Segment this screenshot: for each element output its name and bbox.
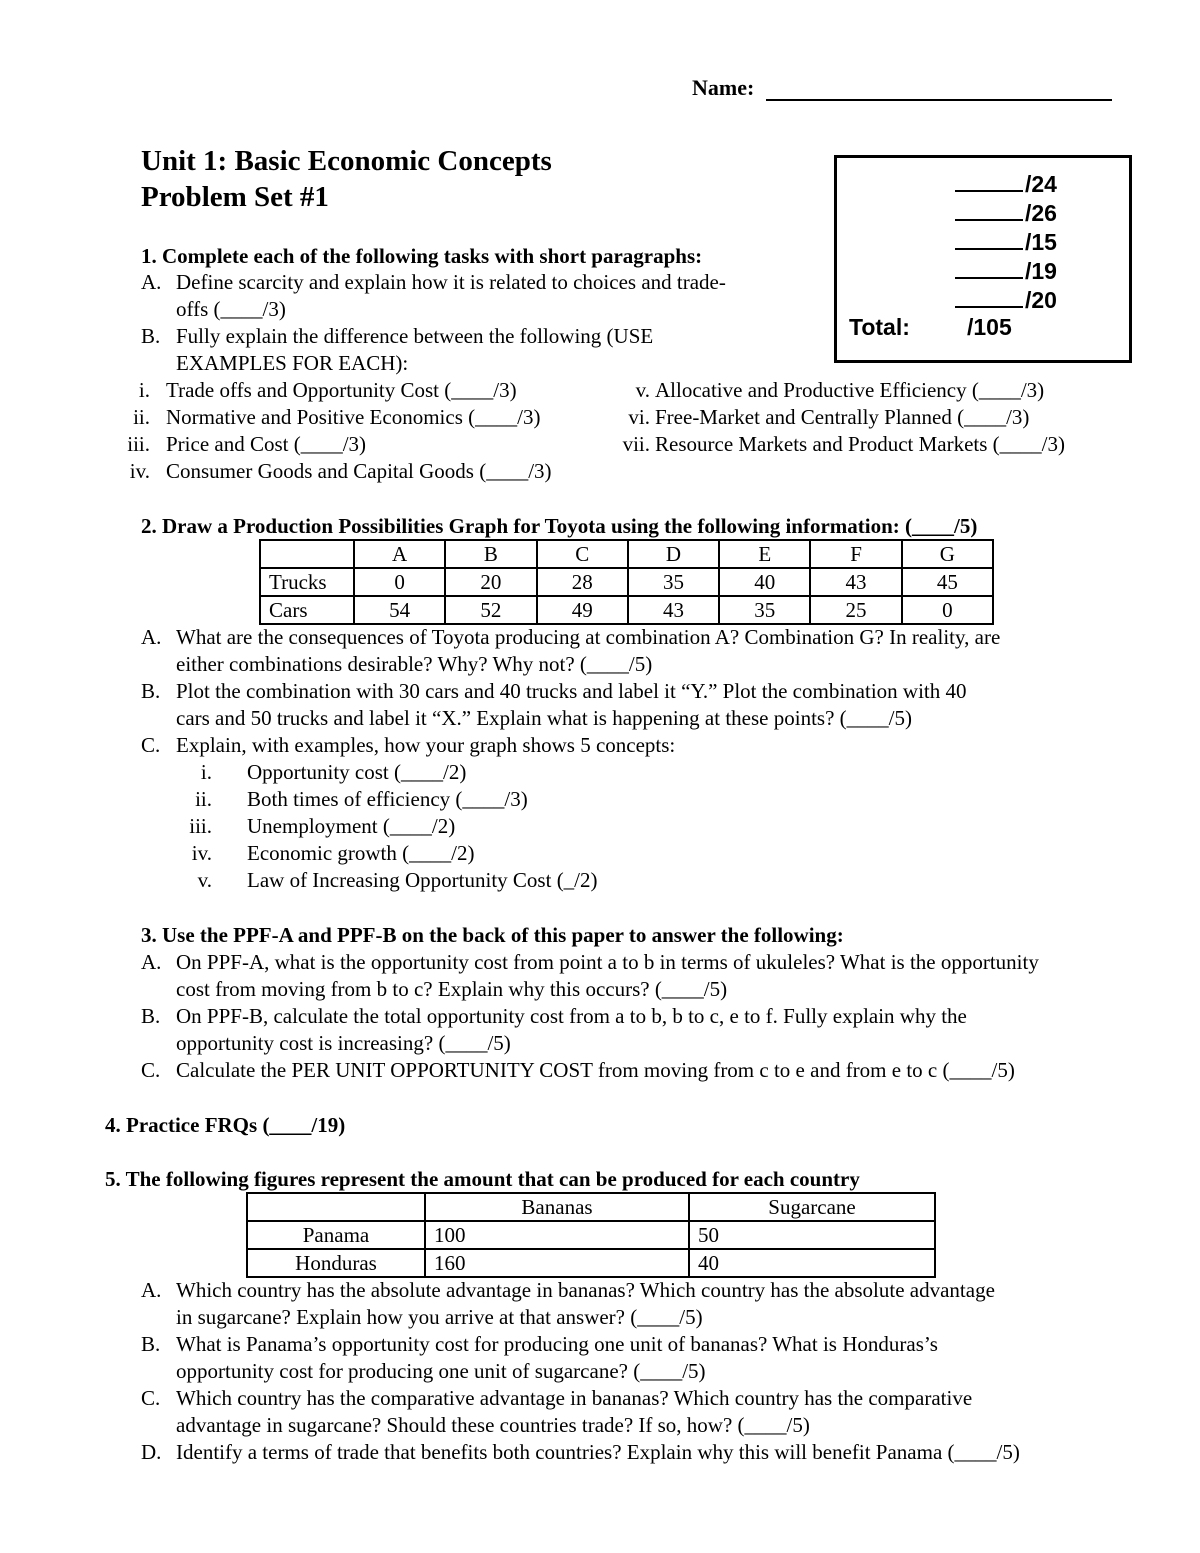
q2-b-label: B.: [141, 679, 161, 703]
q1-heading: 1. Complete each of the following tasks with short paragraphs:: [141, 244, 703, 268]
q1-a-text: offs (____/3): [176, 297, 286, 321]
table-cell: 160: [425, 1249, 689, 1277]
q1-a-text: Define scarcity and explain how it is related to choices and trade-: [176, 270, 726, 294]
list-number: ii.: [133, 405, 150, 429]
q3-a-text: cost from moving from b to c? Explain why this occurs? (____/5): [176, 977, 728, 1001]
q3-b-text: On PPF-B, calculate the total opportunity cost from a to b, b to c, e to f. Fully explain why the: [176, 1004, 967, 1028]
table-cell: 100: [425, 1221, 689, 1249]
list-item: Resource Markets and Product Markets (____/3): [655, 432, 1065, 456]
q2-heading: 2. Draw a Production Possibilities Graph for Toyota using the following information: (____/5): [141, 514, 978, 538]
table-cell: 52: [445, 596, 536, 624]
q5-c-text: advantage in sugarcane? Should these countries trade? If so, how? (____/5): [176, 1413, 810, 1437]
table-header-cell: E: [719, 540, 810, 568]
table-header-cell: C: [537, 540, 628, 568]
table-row-label: Honduras: [247, 1249, 425, 1277]
table-cell: 50: [689, 1221, 935, 1249]
score-row: /15: [955, 226, 1057, 256]
list-item: Normative and Positive Economics (____/3): [166, 405, 541, 429]
table-header-cell: B: [445, 540, 536, 568]
list-item: Both times of efficiency (____/3): [247, 787, 528, 811]
q2-a-text: What are the consequences of Toyota producing at combination A? Combination G? In reality, are: [176, 625, 1001, 649]
list-number: v.: [197, 868, 212, 892]
q5-a-text: in sugarcane? Explain how you arrive at that answer? (____/5): [176, 1305, 703, 1329]
q2-b-text: Plot the combination with 30 cars and 40 trucks and label it “Y.” Plot the combination with 40: [176, 679, 967, 703]
q3-a-text: On PPF-A, what is the opportunity cost from point a to b in terms of ukuleles? What is the opportunity: [176, 950, 1039, 974]
q3-b-text: opportunity cost is increasing? (____/5): [176, 1031, 511, 1055]
table-cell: 54: [354, 596, 445, 624]
table-row-label: Cars: [260, 596, 354, 624]
toyota-table: [259, 539, 994, 625]
list-number: iv.: [191, 841, 212, 865]
page-title: Unit 1: Basic Economic Concepts: [141, 145, 552, 177]
table-row-label: Panama: [247, 1221, 425, 1249]
list-item: Unemployment (____/2): [247, 814, 456, 838]
table-header-cell: Bananas: [425, 1193, 689, 1221]
list-item: Trade offs and Opportunity Cost (____/3): [166, 378, 517, 402]
list-number: iv.: [129, 459, 150, 483]
q5-d-label: D.: [141, 1440, 162, 1464]
table-row-label: Trucks: [260, 568, 354, 596]
q5-b-text: What is Panama’s opportunity cost for producing one unit of bananas? What is Honduras’s: [176, 1332, 938, 1356]
countries-table: [246, 1192, 936, 1278]
score-row: /24: [955, 168, 1057, 198]
list-item: Price and Cost (____/3): [166, 432, 367, 456]
list-item: Opportunity cost (____/2): [247, 760, 467, 784]
q5-c-label: C.: [141, 1386, 161, 1410]
list-item: Economic growth (____/2): [247, 841, 475, 865]
list-number: v.: [635, 378, 650, 402]
name-field[interactable]: [766, 99, 1112, 101]
table-cell: 0: [354, 568, 445, 596]
q5-heading: 5. The following figures represent the amount that can be produced for each country: [105, 1167, 860, 1191]
q2-a-label: A.: [141, 625, 162, 649]
list-number: vi.: [628, 405, 650, 429]
q2-a-text: either combinations desirable? Why? Why not? (____/5): [176, 652, 653, 676]
list-item: Allocative and Productive Efficiency (____/3): [655, 378, 1045, 402]
table-row: [260, 596, 993, 624]
table-cell: 40: [689, 1249, 935, 1277]
q2-c-text: Explain, with examples, how your graph shows 5 concepts:: [176, 733, 676, 757]
q1-b-label: B.: [141, 324, 161, 348]
list-number: i.: [200, 760, 212, 784]
table-cell: 25: [810, 596, 901, 624]
q1-b-text: Fully explain the difference between the following (USE: [176, 324, 654, 348]
table-cell: 0: [902, 596, 993, 624]
list-number: ii.: [195, 787, 212, 811]
q3-c-text: Calculate the PER UNIT OPPORTUNITY COST from moving from c to e and from e to c (____/5): [176, 1058, 1015, 1082]
table-cell: 35: [719, 596, 810, 624]
q1-b-text: EXAMPLES FOR EACH):: [176, 351, 409, 375]
list-number: iii.: [127, 432, 150, 456]
list-number: i.: [138, 378, 150, 402]
table-header-row: [260, 540, 993, 568]
q5-a-text: Which country has the absolute advantage in bananas? Which country has the absolute advantage: [176, 1278, 995, 1302]
q1-a-label: A.: [141, 270, 162, 294]
table-cell: [260, 540, 354, 568]
score-row: /26: [955, 197, 1057, 227]
score-row: /19: [955, 255, 1057, 285]
table-header-row: [247, 1193, 935, 1221]
q3-b-label: B.: [141, 1004, 161, 1028]
q2-c-label: C.: [141, 733, 161, 757]
name-label: Name:: [692, 75, 755, 100]
list-item: Consumer Goods and Capital Goods (____/3): [166, 459, 552, 483]
q3-a-label: A.: [141, 950, 162, 974]
table-header-cell: A: [354, 540, 445, 568]
table-header-cell: D: [628, 540, 719, 568]
table-header-cell: F: [810, 540, 901, 568]
q5-d-text: Identify a terms of trade that benefits both countries? Explain why this will benefit Panama (____/5): [176, 1440, 1020, 1464]
table-cell: 45: [902, 568, 993, 596]
table-cell: 40: [719, 568, 810, 596]
table-header-cell: Sugarcane: [689, 1193, 935, 1221]
score-box: [834, 155, 1132, 363]
list-number: vii.: [622, 432, 650, 456]
table-cell: [247, 1193, 425, 1221]
page-subtitle: Problem Set #1: [141, 181, 329, 213]
table-cell: 49: [537, 596, 628, 624]
list-number: iii.: [189, 814, 212, 838]
q2-b-text: cars and 50 trucks and label it “X.” Explain what is happening at these points? (____/5): [176, 706, 912, 730]
table-cell: 43: [810, 568, 901, 596]
total-value: /105: [967, 314, 1012, 340]
q5-a-label: A.: [141, 1278, 162, 1302]
q3-heading: 3. Use the PPF-A and PPF-B on the back of this paper to answer the following:: [141, 923, 844, 947]
q4-heading: 4. Practice FRQs (____/19): [105, 1113, 346, 1137]
q5-b-label: B.: [141, 1332, 161, 1356]
q5-b-text: opportunity cost for producing one unit of sugarcane? (____/5): [176, 1359, 706, 1383]
list-item: Free-Market and Centrally Planned (____/3): [655, 405, 1030, 429]
list-item: Law of Increasing Opportunity Cost (_/2): [247, 868, 598, 892]
score-row: /20: [955, 284, 1057, 314]
table-cell: 28: [537, 568, 628, 596]
table-cell: 20: [445, 568, 536, 596]
table-cell: 43: [628, 596, 719, 624]
q5-c-text: Which country has the comparative advantage in bananas? Which country has the comparative: [176, 1386, 973, 1410]
q3-c-label: C.: [141, 1058, 161, 1082]
table-row: [247, 1249, 935, 1277]
total-label: Total:: [849, 314, 910, 340]
table-row: [260, 568, 993, 596]
table-cell: 35: [628, 568, 719, 596]
table-row: [247, 1221, 935, 1249]
table-header-cell: G: [902, 540, 993, 568]
